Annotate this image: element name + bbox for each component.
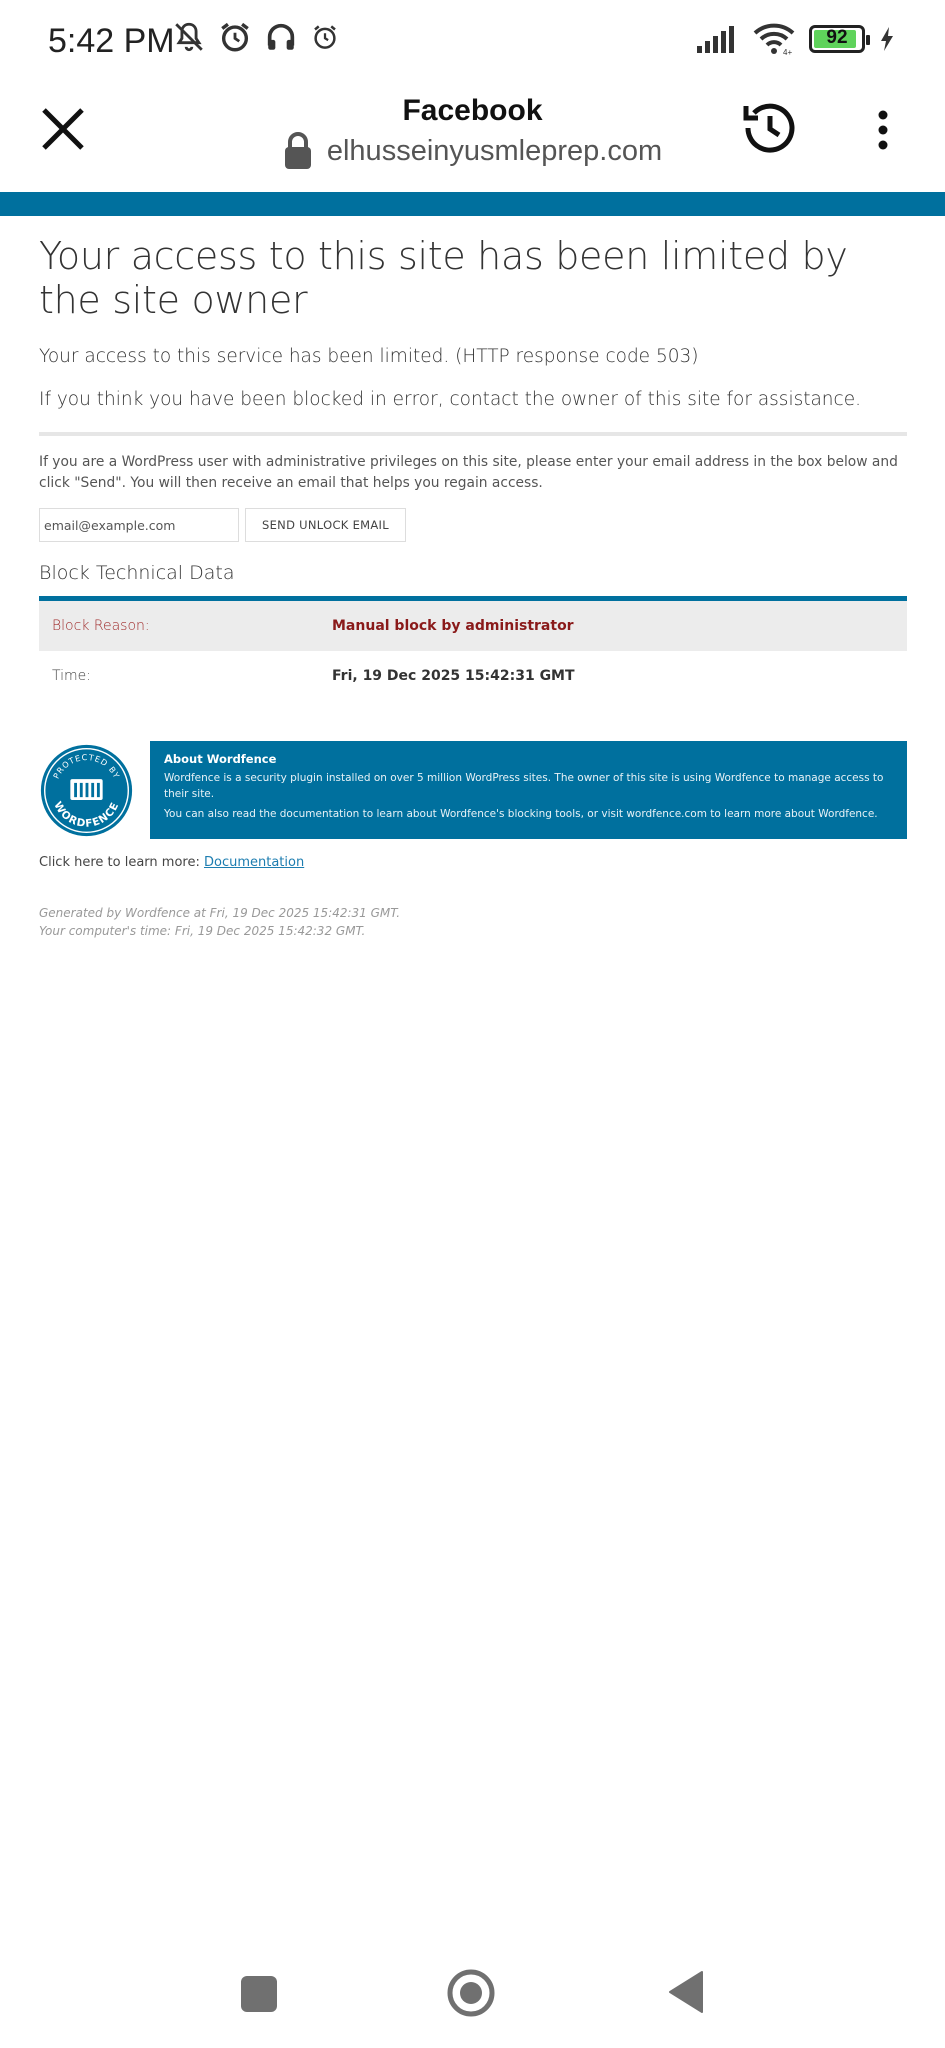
- table-row: [39, 651, 907, 701]
- lock-icon: [283, 132, 313, 170]
- about-wordfence-box: [150, 741, 907, 839]
- block-reason-value: Manual block by administrator: [332, 618, 574, 634]
- status-time: 5:42 PM: [48, 22, 175, 60]
- status-bar: [0, 0, 945, 80]
- alarm-small-icon: [310, 22, 340, 52]
- status-icons-left: [172, 20, 340, 54]
- divider: [39, 432, 907, 436]
- recents-square-icon[interactable]: [241, 1976, 277, 2012]
- wordfence-badge-logo: [39, 743, 134, 838]
- badge-text-top: PROTECTED BY: [51, 752, 122, 781]
- history-button[interactable]: [738, 98, 798, 158]
- status-icons-right: [695, 22, 895, 56]
- about-text-1: Wordfence is a security plugin installed on over 5 million WordPress sites. The owner of this site is using Wordfence to manage access to their site.: [164, 772, 884, 800]
- battery-icon: [809, 25, 865, 53]
- browser-header: [0, 80, 945, 192]
- admin-text: If you are a WordPress user with administrative privileges on this site, please enter your email address in the box below and click "Send". You will then receive an email that helps you regain access.: [39, 454, 898, 491]
- alarm-icon: [218, 20, 252, 54]
- home-circle-icon[interactable]: [446, 1968, 496, 2018]
- battery-level: 92: [826, 27, 848, 48]
- about-section: [39, 741, 907, 839]
- limited-text: Your access to this service has been limited. (HTTP response code 503): [39, 346, 699, 367]
- send-unlock-email-button[interactable]: SEND UNLOCK EMAIL: [245, 508, 406, 542]
- table-row: [39, 601, 907, 651]
- tech-data-title: Block Technical Data: [39, 562, 235, 584]
- charging-icon: [879, 26, 895, 52]
- history-icon: [738, 98, 798, 158]
- mute-bell-icon: [172, 20, 206, 54]
- battery-nub: [866, 35, 870, 45]
- time-value: Fri, 19 Dec 2025 15:42:31 GMT: [332, 668, 575, 684]
- time-label: Time:: [52, 668, 91, 684]
- page-title: Your access to this site has been limited by the site owner: [39, 234, 848, 322]
- site-top-bar: [0, 192, 945, 216]
- back-triangle-icon[interactable]: [668, 1970, 704, 2014]
- computer-time-text: Your computer's time: Fri, 19 Dec 2025 15:42:32 GMT.: [39, 924, 366, 938]
- footer-note: [39, 904, 907, 940]
- more-menu-button[interactable]: [868, 108, 898, 154]
- browser-title: Facebook: [402, 94, 543, 127]
- page-content: [39, 216, 907, 940]
- more-vert-icon: [868, 108, 898, 154]
- about-title: About Wordfence: [164, 752, 277, 766]
- block-reason-label: Block Reason:: [52, 618, 150, 634]
- headset-icon: [264, 20, 298, 54]
- about-text-2: You can also read the documentation to learn about Wordfence's blocking tools, or visit wordfence.com to learn more about Wordfence.: [164, 808, 878, 820]
- url-bar[interactable]: [0, 132, 945, 170]
- generated-text: Generated by Wordfence at Fri, 19 Dec 2025 15:42:31 GMT.: [39, 906, 401, 920]
- system-nav-bar: [0, 1948, 945, 2048]
- unlock-form: [39, 508, 907, 542]
- tech-data-table: [39, 596, 907, 701]
- signal-icon: [695, 24, 739, 54]
- learn-more-line: [39, 855, 907, 870]
- learn-more-prefix: Click here to learn more:: [39, 855, 204, 870]
- documentation-link[interactable]: Documentation: [203, 855, 305, 870]
- blocked-text: If you think you have been blocked in error, contact the owner of this site for assistance.: [39, 389, 861, 410]
- email-input[interactable]: [39, 508, 239, 542]
- wifi-icon: [753, 22, 795, 56]
- badge-text-bottom: WORDFENCE: [51, 799, 122, 830]
- svg-text:4+: 4+: [783, 48, 793, 56]
- url-text: elhusseinyusmleprep.com: [326, 134, 663, 167]
